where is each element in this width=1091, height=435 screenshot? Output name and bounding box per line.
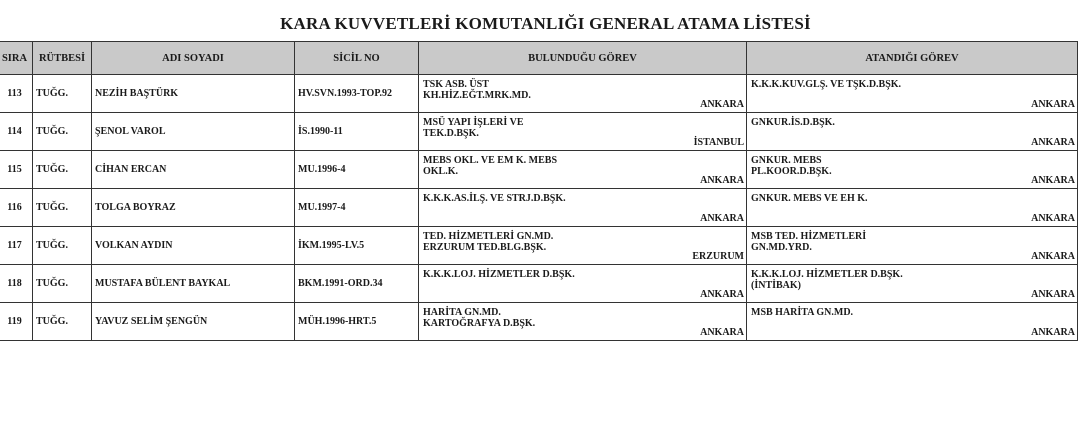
cell-atandigi-gorev bbox=[747, 265, 1078, 303]
cell-adi-soyadi: MUSTAFA BÜLENT BAYKAL bbox=[92, 265, 295, 303]
header-adi-soyadi: ADI SOYADI bbox=[92, 42, 295, 75]
cell-bulundugu-gorev bbox=[419, 303, 747, 341]
bulundugu-gorev-text: TED. HİZMETLERİ GN.MD. ERZURUM TED.BLG.BŞK. bbox=[423, 231, 554, 253]
cell-adi-soyadi: VOLKAN AYDIN bbox=[92, 227, 295, 265]
cell-adi-soyadi: CİHAN ERCAN bbox=[92, 151, 295, 189]
cell-sicil-no: İS.1990-11 bbox=[295, 113, 419, 151]
atandigi-gorev-text: MSB HARİTA GN.MD. bbox=[751, 307, 854, 318]
atandigi-gorev-city: ANKARA bbox=[1031, 327, 1075, 338]
cell-sira: 117 bbox=[0, 227, 33, 265]
cell-adi-soyadi: ŞENOL VAROL bbox=[92, 113, 295, 151]
assignment-table bbox=[0, 41, 1078, 341]
header-bulundugu-gorev: BULUNDUĞU GÖREV bbox=[419, 42, 747, 75]
atandigi-gorev-text: MSB TED. HİZMETLERİ GN.MD.YRD. bbox=[751, 231, 867, 253]
header-atandigi-gorev: ATANDIĞI GÖREV bbox=[747, 42, 1078, 75]
cell-sicil-no: MU.1997-4 bbox=[295, 189, 419, 227]
bulundugu-gorev-city: ANKARA bbox=[700, 99, 744, 110]
cell-sicil-no: BKM.1991-ORD.34 bbox=[295, 265, 419, 303]
cell-sicil-no: İKM.1995-LV.5 bbox=[295, 227, 419, 265]
table-row bbox=[0, 265, 1078, 303]
header-rutbe: RÜTBESİ bbox=[33, 42, 92, 75]
header-sira: SIRA bbox=[0, 42, 33, 75]
cell-bulundugu-gorev bbox=[419, 189, 747, 227]
atandigi-gorev-text: GNKUR.İS.D.BŞK. bbox=[751, 117, 835, 128]
bulundugu-gorev-city: ANKARA bbox=[700, 175, 744, 186]
bulundugu-gorev-text: TSK ASB. ÜST KH.HİZ.EĞT.MRK.MD. bbox=[423, 79, 531, 101]
bulundugu-gorev-text: MEBS OKL. VE EM K. MEBS OKL.K. bbox=[423, 155, 558, 177]
cell-rutbe: TUĞG. bbox=[33, 227, 92, 265]
bulundugu-gorev-text: K.K.K.AS.İLŞ. VE STRJ.D.BŞK. bbox=[423, 193, 566, 204]
cell-atandigi-gorev bbox=[747, 189, 1078, 227]
cell-sira: 113 bbox=[0, 75, 33, 113]
bulundugu-gorev-text: MSÜ YAPI İŞLERİ VE TEK.D.BŞK. bbox=[423, 117, 524, 139]
cell-rutbe: TUĞG. bbox=[33, 151, 92, 189]
table-row bbox=[0, 227, 1078, 265]
cell-rutbe: TUĞG. bbox=[33, 113, 92, 151]
atandigi-gorev-city: ANKARA bbox=[1031, 99, 1075, 110]
atandigi-gorev-text: K.K.K.KUV.GLŞ. VE TŞK.D.BŞK. bbox=[751, 79, 902, 90]
atandigi-gorev-city: ANKARA bbox=[1031, 251, 1075, 262]
cell-rutbe: TUĞG. bbox=[33, 75, 92, 113]
cell-bulundugu-gorev bbox=[419, 113, 747, 151]
cell-rutbe: TUĞG. bbox=[33, 303, 92, 341]
cell-sira: 118 bbox=[0, 265, 33, 303]
bulundugu-gorev-city: ERZURUM bbox=[692, 251, 744, 262]
header-sicil-no: SİCİL NO bbox=[295, 42, 419, 75]
cell-rutbe: TUĞG. bbox=[33, 265, 92, 303]
bulundugu-gorev-city: İSTANBUL bbox=[693, 137, 744, 148]
cell-bulundugu-gorev bbox=[419, 151, 747, 189]
cell-adi-soyadi: TOLGA BOYRAZ bbox=[92, 189, 295, 227]
cell-atandigi-gorev bbox=[747, 227, 1078, 265]
header-row bbox=[0, 42, 1078, 75]
cell-sira: 114 bbox=[0, 113, 33, 151]
cell-rutbe: TUĞG. bbox=[33, 189, 92, 227]
cell-atandigi-gorev bbox=[747, 303, 1078, 341]
table-row bbox=[0, 151, 1078, 189]
cell-bulundugu-gorev bbox=[419, 75, 747, 113]
atandigi-gorev-city: ANKARA bbox=[1031, 213, 1075, 224]
table-row bbox=[0, 113, 1078, 151]
cell-sira: 116 bbox=[0, 189, 33, 227]
cell-sicil-no: MÜH.1996-HRT.5 bbox=[295, 303, 419, 341]
cell-bulundugu-gorev bbox=[419, 227, 747, 265]
table-row bbox=[0, 303, 1078, 341]
cell-atandigi-gorev bbox=[747, 113, 1078, 151]
bulundugu-gorev-city: ANKARA bbox=[700, 289, 744, 300]
document-title: KARA KUVVETLERİ KOMUTANLIĞI GENERAL ATAMA LİSTESİ bbox=[280, 14, 811, 33]
cell-adi-soyadi: NEZİH BAŞTÜRK bbox=[92, 75, 295, 113]
cell-sicil-no: MU.1996-4 bbox=[295, 151, 419, 189]
table-row bbox=[0, 189, 1078, 227]
atandigi-gorev-text: GNKUR. MEBS VE EH K. bbox=[751, 193, 868, 204]
cell-bulundugu-gorev bbox=[419, 265, 747, 303]
atandigi-gorev-city: ANKARA bbox=[1031, 175, 1075, 186]
atandigi-gorev-city: ANKARA bbox=[1031, 137, 1075, 148]
table-row bbox=[0, 75, 1078, 113]
cell-atandigi-gorev bbox=[747, 151, 1078, 189]
atandigi-gorev-text: K.K.K.LOJ. HİZMETLER D.BŞK. (İNTİBAK) bbox=[751, 269, 903, 291]
atandigi-gorev-text: GNKUR. MEBS PL.KOOR.D.BŞK. bbox=[751, 155, 832, 177]
cell-sira: 115 bbox=[0, 151, 33, 189]
bulundugu-gorev-text: HARİTA GN.MD. KARTOĞRAFYA D.BŞK. bbox=[423, 307, 536, 329]
bulundugu-gorev-city: ANKARA bbox=[700, 327, 744, 338]
cell-sicil-no: HV.SVN.1993-TOP.92 bbox=[295, 75, 419, 113]
cell-sira: 119 bbox=[0, 303, 33, 341]
cell-atandigi-gorev bbox=[747, 75, 1078, 113]
bulundugu-gorev-city: ANKARA bbox=[700, 213, 744, 224]
cell-adi-soyadi: YAVUZ SELİM ŞENGÜN bbox=[92, 303, 295, 341]
atandigi-gorev-city: ANKARA bbox=[1031, 289, 1075, 300]
bulundugu-gorev-text: K.K.K.LOJ. HİZMETLER D.BŞK. bbox=[423, 269, 575, 280]
